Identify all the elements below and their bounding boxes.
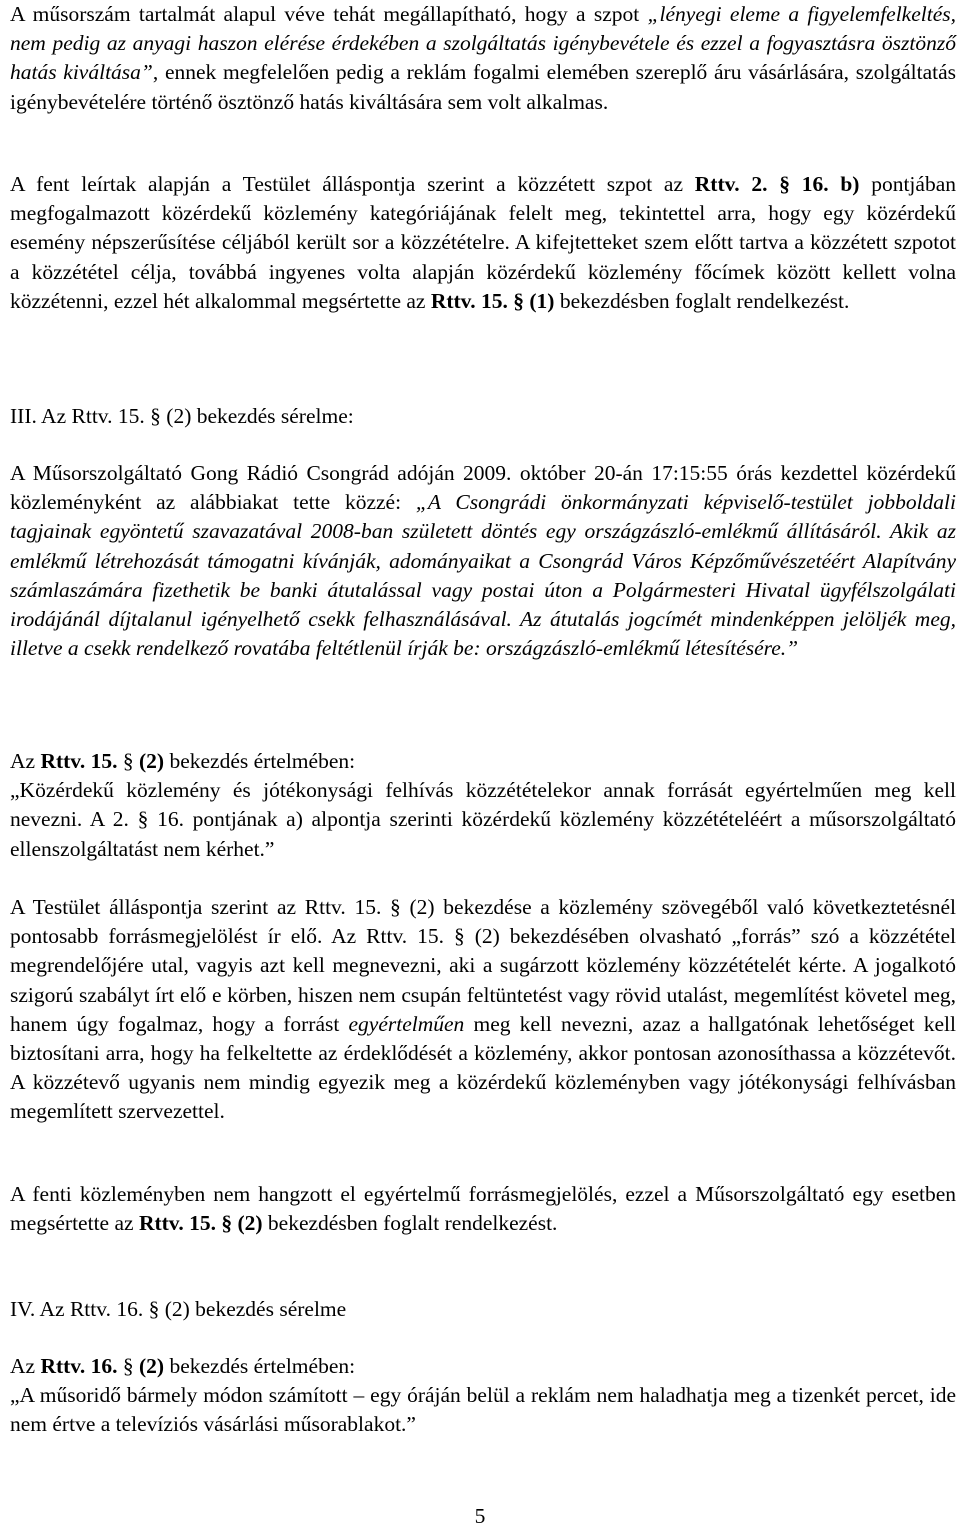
- text-run: §: [143, 1297, 165, 1321]
- paragraph-board-opinion: [10, 170, 956, 316]
- law-reference: Rttv. 16.: [40, 1354, 118, 1378]
- text-run: bekezdésben foglalt rendelkezést.: [262, 1211, 558, 1236]
- law-reference: Rttv. 15. § (2): [138, 1211, 263, 1236]
- law-reference: Rttv. 15. § (1): [430, 288, 555, 313]
- quoted-announcement: „A Csongrádi önkormányzati képviselő-testület jobboldali tagjainak egyöntetű szavazatával 2008-ban született döntés egy országzászló-emlékmű állításáról. Akik az emlékmű létrehozását támogatni kívánják, adományaikat a Csongrád Város Képzőművészetéért Alapítvány számlaszámára fizethetik be banki átutalással vagy postai úton a Polgármesteri Hivatal ügyfélszolgálati irodájánál díjtalanul igényelhető csekk felhasználásával. Az átutalás jogcímét mindenképpen jelöljék meg, illetve a csekk rendelkező rovatába feltétlenül írják be: országzászló-emlékmű létesítésére.”: [10, 490, 956, 661]
- law-reference: Rttv. 16.: [69, 1297, 144, 1321]
- section-heading-iii: [10, 402, 354, 431]
- paragraph-violation-15-2: [10, 1180, 956, 1238]
- text-run: Az: [35, 1297, 70, 1321]
- text-run: bekezdés értelmében:: [164, 749, 356, 773]
- paragraph-conclusion: [10, 0, 956, 117]
- text-run: bekezdés értelmében:: [164, 1354, 356, 1378]
- paragraph-source-analysis: [10, 893, 956, 1127]
- law-reference: (2): [139, 1354, 165, 1378]
- law-reference: Rttv. 15.: [71, 404, 145, 428]
- text-run: bekezdés sérelme:: [191, 404, 354, 428]
- emphasized-word: egyértelműen: [348, 1011, 465, 1036]
- paragraph-announcement: [10, 459, 956, 663]
- text-run: meg kell nevezni, azaz a hallgatónak lehetőséget kell biztosítani arra, hogy ha felkeltette az érdeklődését a közlemény, akkor pontosan azonosíthassa a közzétevőt. A közzétevő ugyanis nem mindig egyezik meg a közérdekű közleményben vagy jótékonysági felhívásban megemlített szervezettel.: [10, 1011, 956, 1124]
- text-run: A Műsorszolgáltató Gong Rádió Csongrád adóján 2009. október 20-án 17:15:55 órás kezdettel közérdekű közleményként az alábbiakat tette közzé:: [10, 461, 956, 515]
- law-intro: [10, 1352, 956, 1381]
- text-run: A műsorszám tartalmát alapul véve tehát megállapítható, hogy a szpot: [10, 2, 648, 26]
- section-number: IV.: [10, 1297, 36, 1321]
- paragraph-law-quote-16-2: [10, 1352, 956, 1440]
- law-quote: „Közérdekű közlemény és jótékonysági felhívás közzétételekor annak forrását egyértelműen meg kell nevezni. A 2. § 16. pontjának a) alpontja szerinti közérdekű közlemény közzétételéért a műsorszolgáltató ellenszolgáltatást nem kérhet.”: [10, 778, 956, 861]
- law-reference: Rttv. 2. § 16. b): [694, 172, 860, 196]
- law-reference: (2): [164, 1297, 190, 1321]
- text-run: Az: [10, 749, 41, 773]
- text-run: Az: [10, 1354, 41, 1378]
- quoted-text: „lényegi eleme a figyelemfelkeltés, nem pedig az anyagi haszon elérése érdekében a szolgáltatás igénybevétele és ezzel a fogyasztásra ösztönző hatás kiváltása”: [10, 2, 956, 85]
- text-run: A fent leírtak alapján a Testület álláspontja szerint a közzétett szpot az: [10, 172, 695, 196]
- text-run: bekezdés sérelme: [189, 1297, 347, 1321]
- section-number: III.: [10, 404, 37, 428]
- law-intro: [10, 747, 956, 776]
- law-reference: (2): [139, 749, 165, 773]
- text-run: §: [117, 749, 139, 773]
- text-run: , ennek megfelelően pedig a reklám fogalmi elemében szereplő áru vásárlására, szolgáltatás igénybevételére történő ösztönző hatás kiváltására sem volt alkalmas.: [10, 60, 956, 114]
- text-run: bekezdésben foglalt rendelkezést.: [554, 288, 850, 313]
- law-quote: „A műsoridő bármely módon számított – egy óráján belül a reklám nem haladhatja meg a tizenkét percet, ide nem értve a televíziós vásárlási műsorablakot.”: [10, 1383, 956, 1437]
- page-number: 5: [474, 1504, 486, 1528]
- text-run: Az: [36, 404, 72, 428]
- law-reference: (2): [166, 404, 192, 428]
- text-run: §: [117, 1354, 139, 1378]
- section-heading-iv: [10, 1295, 346, 1324]
- text-run: A Testület álláspontja szerint az Rttv. 15. § (2) bekezdése a közlemény szövegéből való következtetésnél pontosabb forrásmegjelölést ír elő. Az Rttv. 15. § (2) bekezdésében olvasható „forrás” szó a közzététel megrendelőjére utal, vagyis azt kell megnevezni, aki a sugárzott közlemény közzétételét kérte. A jogalkotó szigorú szabályt írt elő e körben, hiszen nem csupán feltüntetést vagy rövid utalást, megemlítést követel meg, hanem úgy fogalmaz, hogy a forrást: [10, 895, 956, 1036]
- text-run: §: [144, 404, 167, 428]
- law-reference: Rttv. 15.: [40, 749, 118, 773]
- text-run: A fenti közleményben nem hangzott el egyértelmű forrásmegjelölés, ezzel a Műsorszolgáltató egy esetben megsértette az: [10, 1182, 956, 1236]
- paragraph-law-quote-15-2: [10, 747, 956, 864]
- text-run: pontjában megfogalmazott közérdekű közlemény kategóriájának felelt meg, tekintettel arra, hogy egy közérdekű esemény népszerűsítése céljából került sor a közzétételre. A kifejtetteket szem előtt tartva a közzétett szpotot a közzététel célja, továbbá ingyenes volta alapján közérdekű közlemény főcímek között kellett volna közzétenni, ezzel hét alkalommal megsértette az: [10, 172, 956, 313]
